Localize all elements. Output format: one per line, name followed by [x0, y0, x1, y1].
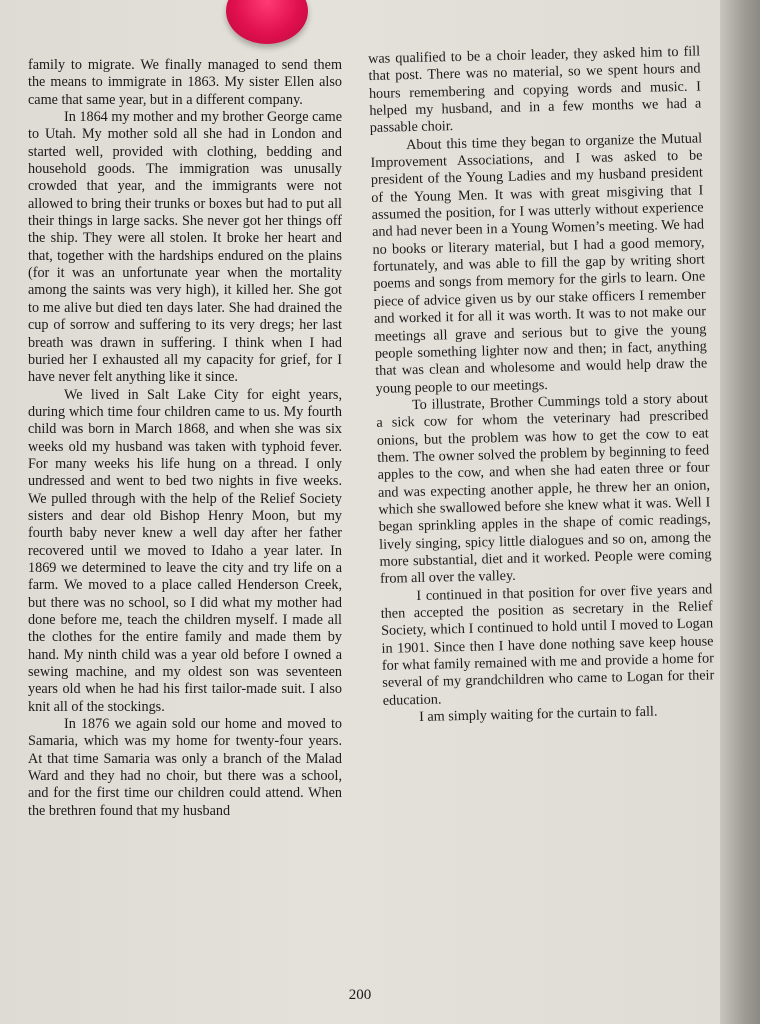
- paragraph: I continued in that position for over five years and then accepted the position as secretary in the Relief Society, which I continued to hold until I moved to Logan in 1901. Since then I have done nothing save keep house for what family remained with me and provide a home for several of my grandchildren who came to Logan for their education.: [380, 580, 715, 709]
- book-gutter: [720, 0, 760, 1024]
- right-text-column: [368, 43, 715, 727]
- paragraph: In 1864 my mother and my brother George came to Utah. My mother sold all she had in London and started well, provided with clothing, bedding and household goods. The immigration was unusally crowded that year, and the immigrants were not allowed to bring their trunks or boxes but had to put all their things in large sacks. She never got her things off the ship. They were all stolen. It broke her heart and that, together with the hardships endured on the plains (for it was an unfortunate year when the mortality among the saints was very high), it killed her. She got to me alive but died ten days later. She had drained the cup of sorrow and suffering to its very dregs; her last breath was drawn in suffering. I think when I had buried her I exhausted all my capacity for grief, for I have never felt anything like it since.: [28, 109, 342, 386]
- paragraph: family to migrate. We finally managed to send them the means to immigrate in 1863. My sister Ellen also came that same year, but in a different company.: [28, 57, 342, 108]
- left-text-column: [28, 57, 342, 820]
- paragraph: To illustrate, Brother Cummings told a story about a sick cow for whom the veterinary had prescribed onions, but the problem was how to get the cow to eat them. The owner solved the problem by beginning to feed apples to the cow, and when she had eaten three or four and was expecting another apple, he threw her an onion, which she swallowed before she knew what it was. Well I began sprinkling apples in the shape of comic readings, lively singing, spicy little dialogues and so on, among the more substantial, diet and it worked. People were coming from all over the valley.: [376, 390, 712, 588]
- paragraph: In 1876 we again sold our home and moved to Samaria, which was my home for twenty-four years. At that time Samaria was only a branch of the Malad Ward and they had no choir, but there was a school, and for the first time our children could attend. When the brethren found that my husband: [28, 716, 342, 819]
- paragraph: I am simply waiting for the curtain to fall.: [418, 703, 658, 726]
- paragraph: We lived in Salt Lake City for eight years, during which time four children came to us. My fourth child was born in March 1868, and when she was six weeks old my husband was taken with typhoid fever. For many weeks his life hung on a thread. I only undressed and went to bed two nights in five weeks. We pulled through with the help of the Relief Society sisters and dear old Bishop Henry Moon, but my fourth baby never knew a well day after her father recovered until we moved to Idaho a year later. In 1869 we determined to leave the city and try life on a farm. We moved to a place called Henderson Creek, but there was no school, so I did what my mother had done before me, teach the children myself. I made all the clothes for the entire family and made them by hand. My ninth child was a year old before I owned a sewing machine, and my oldest son was seventeen years old when he had his first tailor-made suit. I also knit all of the stockings.: [28, 386, 342, 715]
- paragraph: was qualified to be a choir leader, they asked him to fill that post. There was no material, so we spent hours and hours remembering and copying words and music. I helped my husband, and in a few months we had a passable choir.: [368, 43, 702, 137]
- page-number: 200: [348, 987, 372, 1003]
- paragraph: About this time they began to organize the Mutual Improvement Associations, and I was asked to be president of the Young Ladies and my husband president of the Young Men. It was with great misgiving that I assumed the position, for I was utterly without experience and had never been in a Young Women’s meeting. We had no books or literary material, but I had a good memory, fortunately, and was able to fill the gap by writing short poems and songs from memory for the girls to learn. One piece of advice given us by our stake officers I remember and worked it for all it was worth. It was to not make our meetings all grave and serious but to give the young people something lighter now and then; in fact, anything that was clean and wholesome and would help draw the young people to our meetings.: [370, 130, 708, 397]
